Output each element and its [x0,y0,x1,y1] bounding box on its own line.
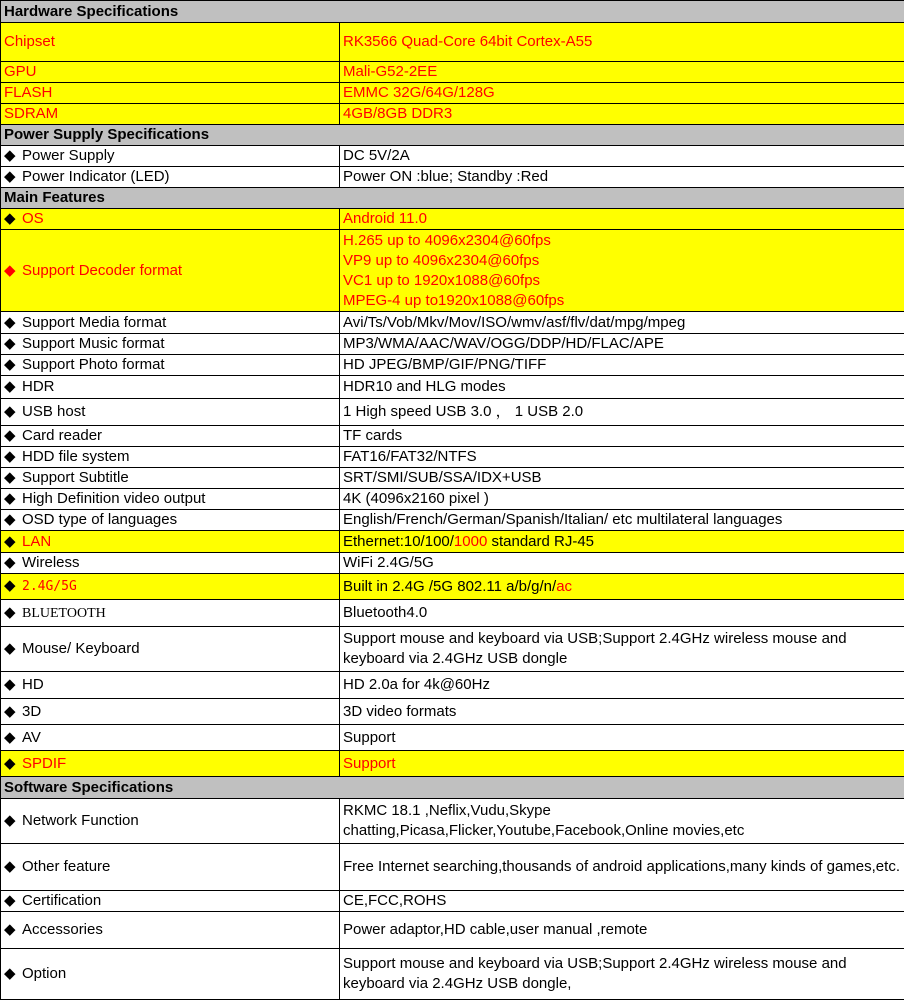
spec-label: LAN [22,533,51,550]
diamond-icon: ◆ [4,891,22,911]
row-hdd [1,447,904,468]
spec-label: SDRAM [1,104,340,125]
row-mouse-keyboard [1,627,904,672]
diamond-icon: ◆ [4,510,22,530]
diamond-icon: ◆ [4,426,22,446]
spec-label: Certification [22,892,101,909]
spec-value: FAT16/FAT32/NTFS [340,447,904,468]
spec-value: MP3/WMA/AAC/WAV/OGG/DDP/HD/FLAC/APE [340,334,904,355]
row-av [1,725,904,751]
diamond-icon: ◆ [4,261,22,281]
spec-value: HD JPEG/BMP/GIF/PNG/TIFF [340,355,904,376]
row-gpu [1,62,904,83]
row-power-supply [1,146,904,167]
diamond-icon: ◆ [4,675,22,695]
spec-value-highlight: ac [556,578,572,595]
row-accessories [1,912,904,949]
diamond-icon: ◆ [4,603,22,623]
row-flash [1,83,904,104]
diamond-icon: ◆ [4,146,22,166]
spec-value: Android 11.0 [340,209,904,230]
spec-label: 3D [22,703,41,720]
diamond-icon: ◆ [4,355,22,375]
row-media [1,312,904,334]
section-title: Software Specifications [1,777,904,799]
spec-value: Support [340,751,904,777]
spec-label: Other feature [22,858,110,875]
spec-value: Free Internet searching,thousands of android applications,many kinds of games,etc. [340,844,904,891]
spec-label: Option [22,965,66,982]
spec-label: HD [22,676,44,693]
diamond-icon: ◆ [4,754,22,774]
decoder-line: H.265 up to 4096x2304@60fps [343,231,904,251]
section-main [1,188,904,209]
spec-value: RKMC 18.1 ,Neflix,Vudu,Skype chatting,Picasa,Flicker,Youtube,Facebook,Online movies,etc [340,799,904,844]
spec-value: HDR10 and HLG modes [340,376,904,399]
spec-label: BLUETOOTH [22,606,106,621]
spec-label: High Definition video output [22,490,205,507]
row-hd-video [1,489,904,510]
spec-label: OSD type of languages [22,511,177,528]
row-spdif [1,751,904,777]
spec-value: HD 2.0a for 4k@60Hz [340,672,904,699]
row-option [1,949,904,1000]
section-title: Main Features [1,188,904,209]
row-decoder [1,230,904,312]
diamond-icon: ◆ [4,532,22,552]
spec-value: RK3566 Quad-Core 64bit Cortex-A55 [340,23,904,62]
row-chipset [1,23,904,62]
spec-label: Accessories [22,921,103,938]
row-network [1,799,904,844]
spec-value: English/French/German/Spanish/Italian/ etc multilateral languages [340,510,904,531]
diamond-icon: ◆ [4,468,22,488]
diamond-icon: ◆ [4,313,22,333]
diamond-icon: ◆ [4,447,22,467]
spec-label: Wireless [22,554,80,571]
spec-label: SPDIF [22,755,66,772]
section-title: Power Supply Specifications [1,125,904,146]
row-power-indicator [1,167,904,188]
spec-value: Support [340,725,904,751]
row-subtitle [1,468,904,489]
row-usb [1,399,904,426]
spec-value: Avi/Ts/Vob/Mkv/Mov/ISO/wmv/asf/flv/dat/mpg/mpeg [340,312,904,334]
row-wireless [1,553,904,574]
spec-value: Ethernet:10/100/ [343,533,454,550]
spec-value: 4K (4096x2160 pixel ) [340,489,904,510]
spec-label: Mouse/ Keyboard [22,640,140,657]
spec-label: Support Music format [22,335,165,352]
spec-label: 2.4G/5G [22,579,77,594]
diamond-icon: ◆ [4,209,22,229]
row-bluetooth [1,600,904,627]
spec-label: Power Indicator (LED) [22,168,170,185]
row-card-reader [1,426,904,447]
spec-label: FLASH [1,83,340,104]
spec-label: HDD file system [22,448,130,465]
spec-label: Support Photo format [22,356,165,373]
spec-value: Support mouse and keyboard via USB;Support 2.4GHz wireless mouse and keyboard via 2.4GHz USB dongle, [340,949,904,1000]
spec-label: Support Media format [22,314,166,331]
decoder-line: MPEG-4 up to1920x1088@60fps [343,291,904,311]
spec-value: TF cards [340,426,904,447]
diamond-icon: ◆ [4,964,22,984]
diamond-icon: ◆ [4,811,22,831]
section-power [1,125,904,146]
diamond-icon: ◆ [4,702,22,722]
section-hardware [1,1,904,23]
row-os [1,209,904,230]
section-software [1,777,904,799]
spec-value: standard RJ-45 [487,533,594,550]
spec-value: Built in 2.4G /5G 802.11 a/b/g/n/ [343,578,556,595]
diamond-icon: ◆ [4,857,22,877]
row-hd [1,672,904,699]
row-sdram [1,104,904,125]
diamond-icon: ◆ [4,639,22,659]
spec-label: OS [22,210,44,227]
row-certification [1,891,904,912]
spec-value: Power ON :blue; Standby :Red [340,167,904,188]
row-3d [1,699,904,725]
spec-value: SRT/SMI/SUB/SSA/IDX+USB [340,468,904,489]
diamond-icon: ◆ [4,489,22,509]
diamond-icon: ◆ [4,553,22,573]
spec-value: 1 High speed USB 3.0 ， 1 USB 2.0 [340,399,904,426]
row-osd [1,510,904,531]
spec-value: WiFi 2.4G/5G [340,553,904,574]
spec-label: HDR [22,378,55,395]
spec-label: Support Decoder format [22,262,182,279]
spec-label: Chipset [1,23,340,62]
diamond-icon: ◆ [4,576,22,596]
spec-value: 4GB/8GB DDR3 [340,104,904,125]
row-lan [1,531,904,553]
diamond-icon: ◆ [4,402,22,422]
spec-label: Power Supply [22,147,115,164]
spec-value: CE,FCC,ROHS [340,891,904,912]
diamond-icon: ◆ [4,377,22,397]
spec-label: Support Subtitle [22,469,129,486]
spec-value: Support mouse and keyboard via USB;Support 2.4GHz wireless mouse and keyboard via 2.4GHz USB dongle [340,627,904,672]
section-title: Hardware Specifications [1,1,904,23]
diamond-icon: ◆ [4,920,22,940]
diamond-icon: ◆ [4,167,22,187]
row-other-feature [1,844,904,891]
spec-value: DC 5V/2A [340,146,904,167]
spec-value: EMMC 32G/64G/128G [340,83,904,104]
spec-value: Bluetooth4.0 [340,600,904,627]
diamond-icon: ◆ [4,728,22,748]
spec-label: GPU [1,62,340,83]
spec-label: AV [22,729,41,746]
row-band [1,574,904,600]
spec-label: USB host [22,403,85,420]
row-photo [1,355,904,376]
decoder-line: VP9 up to 4096x2304@60fps [343,251,904,271]
row-music [1,334,904,355]
spec-value: 3D video formats [340,699,904,725]
spec-label: Card reader [22,427,102,444]
decoder-line: VC1 up to 1920x1088@60fps [343,271,904,291]
spec-value: Power adaptor,HD cable,user manual ,remote [340,912,904,949]
diamond-icon: ◆ [4,334,22,354]
spec-value: Mali-G52-2EE [340,62,904,83]
spec-value-highlight: 1000 [454,533,487,550]
spec-label: Network Function [22,812,139,829]
row-hdr [1,376,904,399]
